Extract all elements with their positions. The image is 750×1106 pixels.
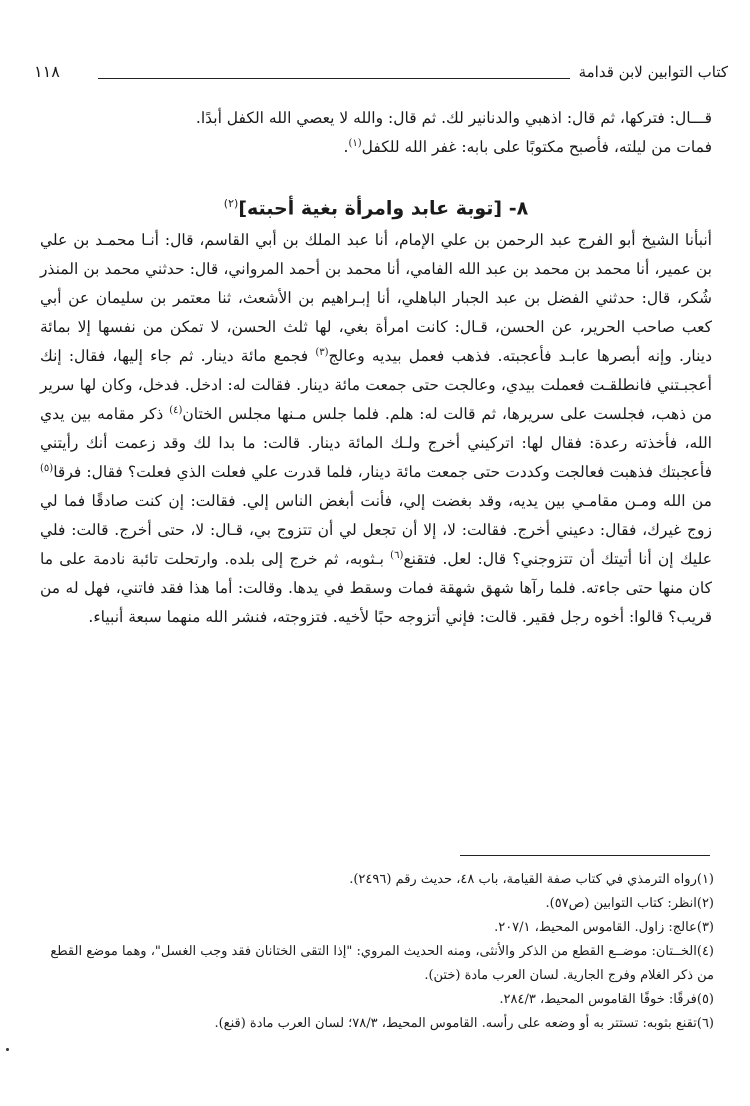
section-heading	[40, 188, 712, 224]
story-text	[40, 226, 712, 632]
footnote-ref-6[interactable]: (٦)	[390, 549, 404, 561]
running-header	[34, 58, 728, 86]
intro-line	[40, 104, 712, 133]
footnote-ref-1[interactable]: (١)	[348, 137, 362, 149]
footnote-5: (٥)فرقًا: خوفًا القاموس المحيط، ٢٨٤/٣.	[499, 992, 714, 1007]
footnote-separator	[460, 855, 710, 856]
intro-paragraph	[40, 104, 712, 162]
story-segment-4: من الله ومـن مقامـي بين يديه، وقد بغضت إلي، فأنت أبغض الناس إلي. فقالت: إن كنت صادقًا فما لي زوج غيرك، فقال: دعيني أخرج. فقالت: لا، إلا أن تجعل لي أن تتزوج بي، قـال: لا، حتى أخرج. قالت: فلي عليك إن أنا أتيتك أن تتزوجني؟ قال: لعل. فتقنع	[40, 492, 712, 568]
story-paragraph	[40, 226, 712, 632]
footnote-2: (٢)انظر: كتاب التوابين (ص٥٧).	[545, 896, 714, 911]
footnote-1: (١)رواه الترمذي في كتاب صفة القيامة، باب ٤٨، حديث رقم (٢٤٩٦).	[349, 872, 714, 887]
intro-line	[40, 133, 712, 162]
story-segment-5: بـثوبه، ثم خرج إلى بلده. وارتحلت تائبة نادمة على ما كان منها حتى جاءته. فلما رآها شهق شهقة فمات وسقط في يدها. وقالت: أما هذا فقد فاتني، فهل له من قريب؟ قالوا: أخوه رجل فقير. قالت: فإني أتزوجه حبًا لأخيه. فتزوجته، فنشر الله منهما سبعة أنبياء.	[40, 550, 712, 626]
intro-text-1: قـــال: فتركها، ثم قال: اذهبي والدنانير لك. ثم قال: والله لا يعصي الله الكفل أبدًا.	[195, 109, 712, 127]
footnote-3: (٣)عالج: زاول. القاموس المحيط، ٢٠٧/١.	[494, 920, 714, 935]
intro-text-3: .	[343, 138, 349, 156]
footnote-ref-2[interactable]: (٢)	[223, 197, 239, 210]
story-segment-2: فجمع مائة دينار. ثم جاء إليها، فقال: إنك أعجبـتني فانطلقـت فعملت بيدي، وعالجت حتى جمعت مائة دينار. فقالت له: ادخل. فدخل، وكان لها سرير من ذهب، فجلست على سريرها، ثم قالت له: هلم. فلما جلس مـنها مجلس الختان	[40, 347, 712, 423]
margin-dot	[6, 1048, 9, 1051]
story-segment-1: أنبأنا الشيخ أبو الفرج عبد الرحمن بن علي الإمام، أنا عبد الملك بن أبي القاسم، قال: أنـا محمـد بن علي بن عمير، أنا محمد بن محمد بن عبد الله الفامي، أنا محمد بن أحمد المرواني، قال: حدثني محمد بن المنذر شُكر، قال: حدثني الفضل بن عبد الجبار الباهلي، أنا إبـراهيم بن الأشعث، ثنا معتمر بن سليمان عن أبي كعب صاحب الحرير، عن الحسن، قـال: كانت امرأة بغي، لها ثلث الحسن، لا تمكن من نفسها إلا بمائة دينار. وإنه أبصرها عابـد فأعجبته. فذهب فعمل بيديه وعالج	[40, 231, 712, 365]
footnote-ref-5[interactable]: (٥)	[40, 462, 54, 474]
section-title-text: ٨- [توبة عابد وامرأة بغية أحبته]	[238, 197, 529, 220]
footnote-ref-4[interactable]: (٤)	[169, 404, 183, 416]
footnote-4: (٤)الخــتان: موضــع القطع من الذكر والأنثى، ومنه الحديث المروي: "إذا التقى الختانان فقد وجب الغسل"، وهما موضع القطع من ذكر الغلام وفرج الجارية. لسان العرب مادة (ختن).	[50, 944, 714, 983]
intro-text-2: فمات من ليلته، فأصبح مكتوبًا على بابه: غفر الله للكفل	[361, 138, 712, 156]
footnotes	[50, 868, 714, 1036]
footnote-6: (٦)تقنع بثوبه: تستتر به أو وضعه على رأسه. القاموس المحيط، ٧٨/٣؛ لسان العرب مادة (قنع).	[214, 1016, 714, 1031]
header-rule	[98, 78, 570, 79]
page-number: ١١٨	[34, 62, 60, 81]
book-title: كتاب التوابين لابن قدامة	[578, 63, 728, 81]
footnote-ref-3[interactable]: (٣)	[315, 346, 329, 358]
story-segment-3: ذكر مقامه بين يدي الله، فأخذته رعدة: فقال لها: اتركيني أخرج ولـك المائة دينار. قالت: ما بدا لك وقد زعمت أنك رأيتني فأعجبتك فذهبت فعالجت وكددت حتى جمعت مائة دينار، فلما قدرت علي فعلت الذي فعلت؟ فقال: فرقا	[40, 405, 712, 481]
